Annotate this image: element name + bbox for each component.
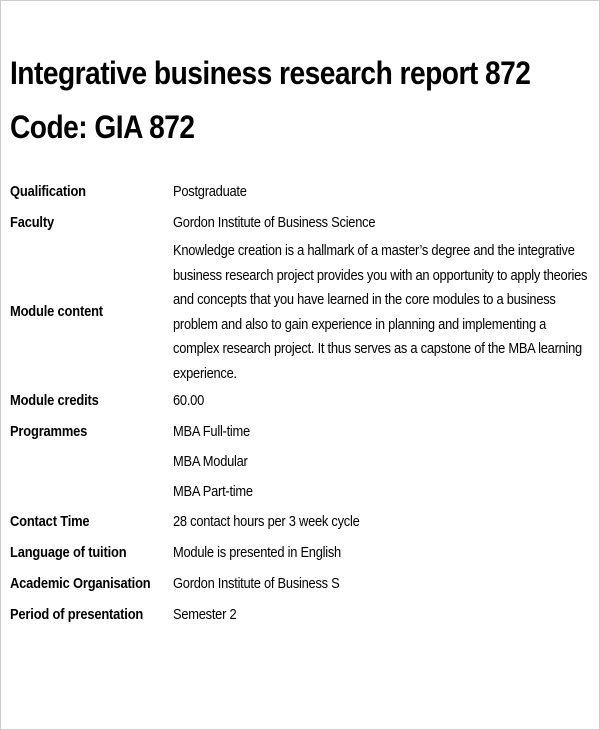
title-line-1: Integrative business research report 872 — [10, 55, 531, 91]
row-module-content — [10, 239, 600, 386]
faculty-value: Gordon Institute of Business Science — [173, 214, 376, 232]
row-academic-org — [10, 569, 600, 600]
module-credits-value: 60.00 — [173, 392, 205, 410]
module-content-line-6: experience. — [173, 364, 238, 382]
module-content-line-1: Knowledge creation is a hallmark of a master’s degree and the integrative — [173, 242, 575, 259]
module-credits-label: Module credits — [10, 392, 99, 410]
module-content-line-4: problem and also to gain experience in planning and implementing a — [173, 315, 547, 333]
module-content-line-2: business research project provides you with an opportunity to apply theories — [173, 266, 588, 284]
module-content-line-5: complex research project. It thus serves as a capstone of the MBA learning — [173, 340, 583, 357]
academic-org-value: Gordon Institute of Business S — [173, 575, 340, 593]
row-module-credits — [10, 386, 600, 417]
row-period — [10, 600, 600, 631]
page-title — [10, 46, 530, 154]
language-label: Language of tuition — [10, 544, 127, 562]
contact-time-value: 28 contact hours per 3 week cycle — [173, 513, 360, 531]
programme-modular: MBA Modular — [173, 452, 248, 470]
module-content-line-3: and concepts that you have learned in the core modules to a business — [173, 291, 556, 308]
module-info-table — [10, 177, 600, 631]
row-contact-time — [10, 507, 600, 538]
qualification-label: Qualification — [10, 183, 86, 201]
academic-org-label: Academic Organisation — [10, 575, 151, 593]
period-label: Period of presentation — [10, 606, 144, 624]
row-programmes-3 — [10, 477, 600, 507]
row-qualification — [10, 177, 600, 208]
title-line-2: Code: GIA 872 — [10, 109, 195, 145]
row-programmes — [10, 417, 600, 447]
row-programmes-2 — [10, 447, 600, 477]
contact-time-label: Contact Time — [10, 513, 90, 531]
qualification-value: Postgraduate — [173, 183, 248, 201]
language-value: Module is presented in English — [173, 544, 342, 562]
row-faculty — [10, 208, 600, 239]
faculty-label: Faculty — [10, 214, 54, 232]
period-value: Semester 2 — [173, 606, 237, 624]
programmes-label: Programmes — [10, 422, 88, 440]
programme-part-time: MBA Part-time — [173, 482, 254, 500]
module-content-label: Module content — [10, 303, 103, 321]
row-language — [10, 538, 600, 569]
programme-full-time: MBA Full-time — [173, 422, 251, 440]
